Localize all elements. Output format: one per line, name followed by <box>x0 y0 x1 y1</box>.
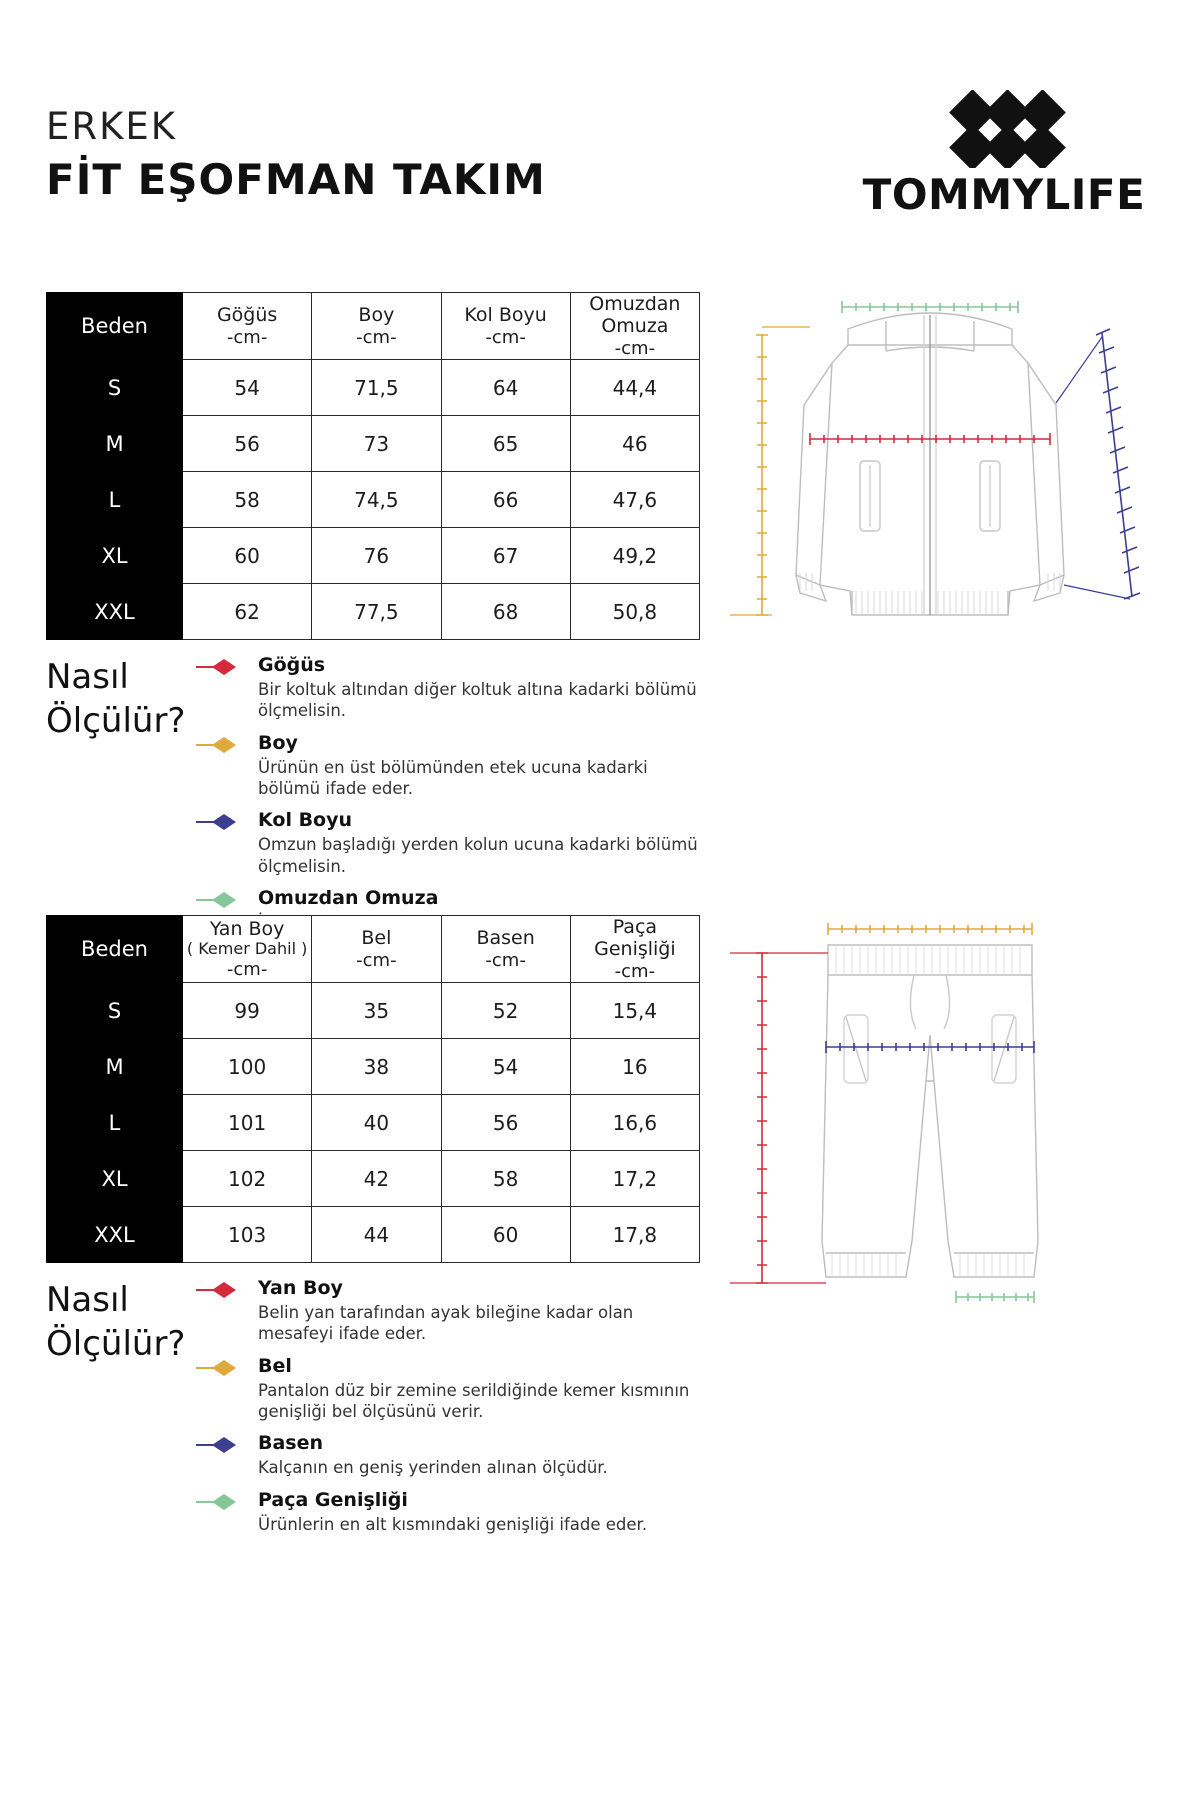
jogger-pants-technical-drawing-icon <box>700 905 1160 1335</box>
cell-yan-boy: 103 <box>183 1207 312 1263</box>
side-length-marker-icon <box>196 1282 252 1298</box>
column-unit: -cm- <box>614 960 656 982</box>
howto-label: Bel <box>258 1354 292 1377</box>
howto-measure-bottom <box>46 1278 706 1546</box>
size-label: S <box>47 360 183 416</box>
howto-item-basen <box>196 1433 706 1478</box>
hem-width-marker-icon <box>196 1494 252 1510</box>
howto-label: Basen <box>258 1432 324 1455</box>
size-label: XL <box>47 1151 183 1207</box>
cell-paca: 15,4 <box>570 983 699 1039</box>
howto-label: Paça Genişliği <box>258 1488 408 1511</box>
chest-marker-icon <box>196 659 252 675</box>
column-header-beden: Beden <box>47 293 183 360</box>
howto-list <box>196 1278 706 1535</box>
page-title: FİT EŞOFMAN TAKIM <box>46 155 546 204</box>
table-row <box>47 528 700 584</box>
cell-omuzdan-omuza: 44,4 <box>570 360 699 416</box>
howto-title: Nasıl Ölçülür? <box>46 1280 186 1365</box>
column-label: Omuzdan Omuza <box>589 293 681 338</box>
column-unit: -cm- <box>226 326 268 348</box>
waist-marker-icon <box>196 1360 252 1376</box>
diamond-cluster-logo-icon <box>899 90 1109 168</box>
cell-kol-boyu: 64 <box>441 360 570 416</box>
column-unit: -cm- <box>485 949 526 971</box>
cell-basen: 52 <box>441 983 570 1039</box>
cell-omuzdan-omuza: 50,8 <box>570 584 699 640</box>
cell-kol-boyu: 65 <box>441 416 570 472</box>
howto-desc: Ürünlerin en alt kısmındaki genişliği ifade eder. <box>258 1514 648 1534</box>
howto-title: Nasıl Ölçülür? <box>46 657 186 742</box>
howto-label: Boy <box>258 731 298 754</box>
table-row <box>47 1095 700 1151</box>
howto-item-gogus <box>196 655 706 722</box>
length-marker-icon <box>196 737 252 753</box>
column-unit: -cm- <box>485 326 526 348</box>
cell-yan-boy: 100 <box>183 1039 312 1095</box>
howto-desc: Omzun başladığı yerden kolun ucuna kadarki bölümü ölçmelisin. <box>258 835 698 876</box>
cell-basen: 60 <box>441 1207 570 1263</box>
cell-paca: 16 <box>570 1039 699 1095</box>
size-label: XXL <box>47 1207 183 1263</box>
cell-gogus: 58 <box>183 472 312 528</box>
cell-omuzdan-omuza: 47,6 <box>570 472 699 528</box>
column-unit: -cm- <box>614 337 656 359</box>
howto-desc: Belin yan tarafından ayak bileğine kadar olan mesafeyi ifade eder. <box>258 1302 634 1344</box>
cell-basen: 58 <box>441 1151 570 1207</box>
howto-desc: Ürünün en üst bölümünden etek ucuna kadarki bölümü ifade eder. <box>258 757 648 798</box>
howto-item-paca-genisligi <box>196 1490 706 1535</box>
title-block <box>46 105 546 204</box>
page-header <box>46 105 1154 248</box>
table-row <box>47 360 700 416</box>
howto-list <box>196 655 706 933</box>
column-header-paca-genisligi <box>570 916 699 983</box>
table-row <box>47 1039 700 1095</box>
size-label: XXL <box>47 584 183 640</box>
column-header-bel <box>312 916 441 983</box>
cell-boy: 76 <box>312 528 441 584</box>
howto-item-boy <box>196 733 706 800</box>
howto-measure-top <box>46 655 706 944</box>
cell-kol-boyu: 68 <box>441 584 570 640</box>
cell-bel: 40 <box>312 1095 441 1151</box>
shoulder-marker-icon <box>196 892 252 908</box>
column-label: Yan Boy <box>209 917 285 940</box>
cell-omuzdan-omuza: 46 <box>570 416 699 472</box>
column-sub: ( Kemer Dahil ) <box>186 939 308 959</box>
cell-basen: 54 <box>441 1039 570 1095</box>
size-label: S <box>47 983 183 1039</box>
cell-boy: 74,5 <box>312 472 441 528</box>
cell-bel: 44 <box>312 1207 441 1263</box>
howto-label: Omuzdan Omuza <box>258 887 439 910</box>
column-unit: -cm- <box>226 959 268 981</box>
column-label: Kol Boyu <box>464 304 547 327</box>
cell-bel: 42 <box>312 1151 441 1207</box>
cell-kol-boyu: 66 <box>441 472 570 528</box>
cell-kol-boyu: 67 <box>441 528 570 584</box>
cell-gogus: 54 <box>183 360 312 416</box>
howto-label: Yan Boy <box>258 1277 343 1299</box>
brand-name: TOMMYLIFE <box>862 170 1146 219</box>
cell-gogus: 56 <box>183 416 312 472</box>
brand-block <box>854 90 1154 219</box>
table-row <box>47 472 700 528</box>
size-label: M <box>47 416 183 472</box>
howto-desc: Kalçanın en geniş yerinden alınan ölçüdür. <box>258 1458 608 1478</box>
cell-boy: 71,5 <box>312 360 441 416</box>
zip-jacket-technical-drawing-icon <box>700 285 1160 640</box>
bottom-size-table <box>46 915 700 1263</box>
size-label: L <box>47 472 183 528</box>
column-unit: -cm- <box>356 326 397 348</box>
table-row <box>47 1151 700 1207</box>
cell-yan-boy: 99 <box>183 983 312 1039</box>
table-header-row <box>47 916 700 983</box>
cell-bel: 35 <box>312 983 441 1039</box>
cell-gogus: 60 <box>183 528 312 584</box>
table-row <box>47 983 700 1039</box>
page-kicker: ERKEK <box>46 105 177 148</box>
column-label: Bel <box>361 927 392 950</box>
size-label: L <box>47 1095 183 1151</box>
column-header-boy <box>312 293 441 360</box>
howto-label: Göğüs <box>258 654 326 676</box>
cell-yan-boy: 101 <box>183 1095 312 1151</box>
howto-desc: Pantalon düz bir zemine serildiğinde kemer kısmının genişliği bel ölçüsünü verir. <box>258 1380 690 1421</box>
sleeve-marker-icon <box>196 814 252 830</box>
cell-omuzdan-omuza: 49,2 <box>570 528 699 584</box>
column-header-omuzdan-omuza <box>570 293 699 360</box>
cell-bel: 38 <box>312 1039 441 1095</box>
top-size-table <box>46 292 700 640</box>
size-label: XL <box>47 528 183 584</box>
cell-boy: 77,5 <box>312 584 441 640</box>
cell-gogus: 62 <box>183 584 312 640</box>
column-header-basen <box>441 916 570 983</box>
cell-boy: 73 <box>312 416 441 472</box>
hip-marker-icon <box>196 1437 252 1453</box>
cell-basen: 56 <box>441 1095 570 1151</box>
cell-paca: 17,2 <box>570 1151 699 1207</box>
column-label: Basen <box>476 927 535 950</box>
cell-paca: 16,6 <box>570 1095 699 1151</box>
column-unit: -cm- <box>356 949 397 971</box>
howto-item-yan-boy <box>196 1278 706 1345</box>
column-header-gogus <box>183 293 312 360</box>
howto-item-bel <box>196 1356 706 1423</box>
table-row <box>47 584 700 640</box>
column-label: Paça Genişliği <box>594 916 676 961</box>
column-label: Göğüs <box>216 304 278 327</box>
size-label: M <box>47 1039 183 1095</box>
column-label: Boy <box>358 304 395 327</box>
howto-label: Kol Boyu <box>258 809 353 832</box>
column-header-yan-boy <box>183 916 312 983</box>
cell-paca: 17,8 <box>570 1207 699 1263</box>
howto-desc: Bir koltuk altından diğer koltuk altına kadarki bölümü ölçmelisin. <box>258 679 697 721</box>
howto-item-kol-boyu <box>196 810 706 877</box>
column-header-kol-boyu <box>441 293 570 360</box>
table-row <box>47 1207 700 1263</box>
table-header-row <box>47 293 700 360</box>
table-row <box>47 416 700 472</box>
cell-yan-boy: 102 <box>183 1151 312 1207</box>
column-header-beden: Beden <box>47 916 183 983</box>
